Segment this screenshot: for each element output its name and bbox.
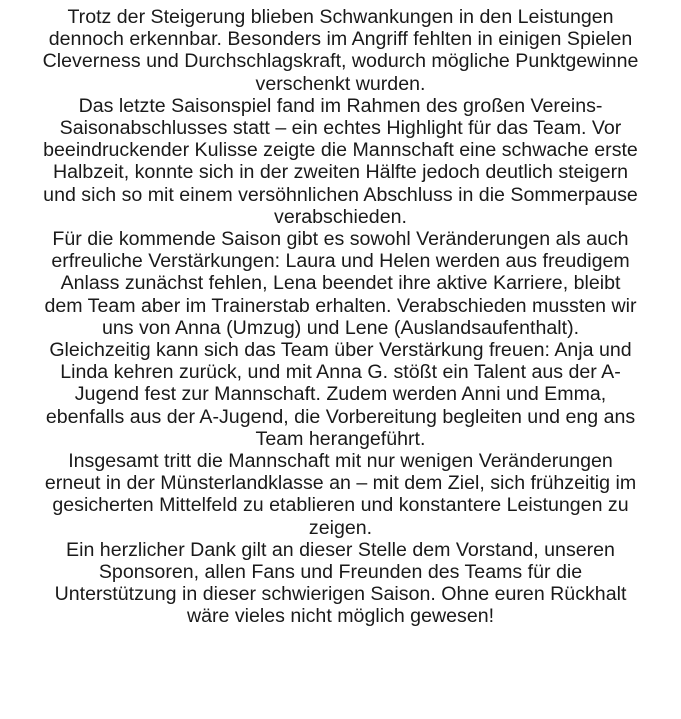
text-line: Unterstützung in dieser schwierigen Saison. Ohne euren Rückhalt (54, 583, 627, 606)
text-line: Trotz der Steigerung blieben Schwankungen in den Leistungen (67, 6, 614, 28)
text-line: gesicherten Mittelfeld zu etablieren und konstantere Leistungen zu (52, 494, 629, 517)
text-line: Insgesamt tritt die Mannschaft mit nur wenigen Veränderungen (68, 450, 613, 473)
text-line: Gleichzeitig kann sich das Team über Verstärkung freuen: Anja und (49, 339, 632, 362)
text-line: Für die kommende Saison gibt es sowohl Veränderungen als auch (52, 228, 629, 251)
text-line: verschenkt wurden. (255, 72, 426, 95)
text-line: Jugend fest zur Mannschaft. Zudem werden Anni und Emma, (74, 383, 607, 406)
text-line: erneut in der Münsterlandklasse an – mit dem Ziel, sich frühzeitig im (44, 472, 637, 495)
text-line: wäre vieles nicht möglich gewesen! (186, 605, 495, 628)
text-line: dem Team aber im Trainerstab erhalten. Verabschieden mussten wir (44, 294, 637, 317)
text-line: Linda kehren zurück, und mit Anna G. stößt ein Talent aus der A- (60, 361, 621, 384)
text-line: erfreuliche Verstärkungen: Laura und Helen werden aus freudigem (51, 250, 630, 273)
text-line: Cleverness und Durchschlagskraft, wodurch mögliche Punktgewinne (42, 50, 639, 73)
text-line: Sponsoren, allen Fans und Freunden des Teams für die (98, 561, 583, 584)
text-line: beeindruckender Kulisse zeigte die Mannschaft eine schwache erste (43, 139, 638, 162)
text-line: uns von Anna (Umzug) und Lene (Auslandsaufenthalt). (101, 316, 580, 339)
text-line: Anlass zunächst fehlen, Lena beendet ihre aktive Karriere, bleibt (60, 272, 621, 295)
text-line: zeigen. (308, 516, 373, 539)
text-line: Halbzeit, konnte sich in der zweiten Hälfte jedoch deutlich steigern (52, 161, 629, 184)
text-line: und sich so mit einem versöhnlichen Abschluss in die Sommerpause (43, 183, 638, 206)
text-line: Saisonabschlusses statt – ein echtes Highlight für das Team. Vor (59, 117, 622, 140)
text-line: Das letzte Saisonspiel fand im Rahmen des großen Vereins- (78, 94, 603, 117)
text-line: Team herangeführt. (255, 427, 426, 450)
text-line: dennoch erkennbar. Besonders im Angriff fehlten in einigen Spielen (48, 28, 633, 51)
text-line: verabschieden. (274, 205, 407, 228)
text-line: Ein herzlicher Dank gilt an dieser Stelle dem Vorstand, unseren (66, 538, 615, 561)
text-line: ebenfalls aus der A-Jugend, die Vorbereitung begleiten und eng ans (45, 405, 636, 428)
